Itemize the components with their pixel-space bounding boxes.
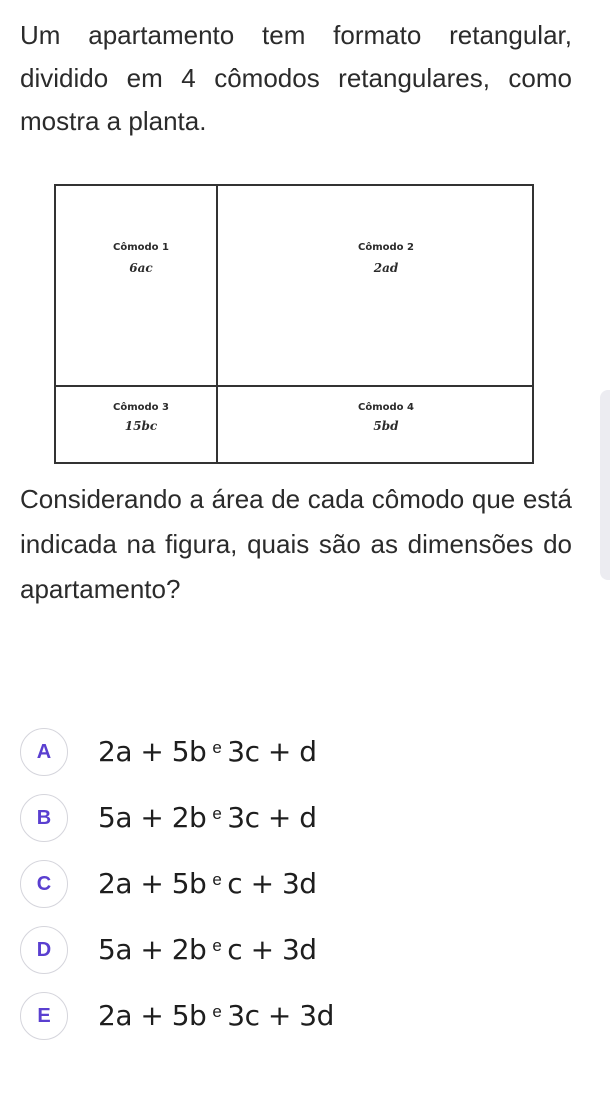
room-4 bbox=[326, 402, 446, 433]
option-b-letter[interactable]: B bbox=[20, 794, 68, 842]
room-3-area: 15bc bbox=[124, 419, 158, 433]
option-c-second: c + 3d bbox=[227, 867, 317, 900]
option-b-second: 3c + d bbox=[227, 801, 317, 834]
room-1-name: Cômodo 1 bbox=[113, 242, 169, 253]
room-2-area: 2ad bbox=[373, 261, 399, 275]
room-1-area: 6ac bbox=[129, 261, 153, 275]
option-d-conj: e bbox=[212, 936, 222, 955]
answer-options bbox=[20, 728, 580, 1058]
room-2 bbox=[326, 242, 446, 275]
option-e-text[interactable] bbox=[98, 996, 334, 1040]
option-b-first: 5a + 2b bbox=[98, 801, 207, 834]
floor-plan bbox=[54, 184, 534, 464]
room-3 bbox=[86, 402, 196, 433]
option-b[interactable] bbox=[20, 794, 580, 842]
option-c-first: 2a + 5b bbox=[98, 867, 207, 900]
question-text: Considerando a área de cada cômodo que está indicada na figura, quais são as dimensões do apartamento? bbox=[20, 484, 572, 604]
option-a-letter[interactable]: A bbox=[20, 728, 68, 776]
option-c-text[interactable] bbox=[98, 864, 317, 908]
option-c-letter[interactable]: C bbox=[20, 860, 68, 908]
option-a[interactable] bbox=[20, 728, 580, 776]
plan-vertical-divider bbox=[216, 186, 218, 462]
option-a-second: 3c + d bbox=[227, 735, 317, 768]
option-e-letter[interactable]: E bbox=[20, 992, 68, 1040]
option-a-text[interactable] bbox=[98, 732, 317, 776]
option-d-first: 5a + 2b bbox=[98, 933, 207, 966]
option-d-text[interactable] bbox=[98, 930, 317, 974]
room-4-name: Cômodo 4 bbox=[358, 402, 414, 413]
room-3-name: Cômodo 3 bbox=[113, 402, 169, 413]
room-2-name: Cômodo 2 bbox=[358, 242, 414, 253]
room-4-area: 5bd bbox=[373, 419, 399, 433]
question-stem: Um apartamento tem formato retangular, dividido em 4 cômodos retangulares, como mostra a planta. bbox=[20, 20, 572, 136]
option-d-second: c + 3d bbox=[227, 933, 317, 966]
option-d-letter[interactable]: D bbox=[20, 926, 68, 974]
option-d[interactable] bbox=[20, 926, 580, 974]
option-c[interactable] bbox=[20, 860, 580, 908]
option-e-second: 3c + 3d bbox=[227, 999, 334, 1032]
option-b-conj: e bbox=[212, 804, 222, 823]
option-b-text[interactable] bbox=[98, 798, 317, 842]
option-e-conj: e bbox=[212, 1002, 222, 1021]
room-1 bbox=[86, 242, 196, 275]
option-a-conj: e bbox=[212, 738, 222, 757]
option-e[interactable] bbox=[20, 992, 580, 1040]
side-panel-tab[interactable] bbox=[600, 390, 610, 580]
plan-horizontal-divider bbox=[56, 385, 532, 387]
option-c-conj: e bbox=[212, 870, 222, 889]
option-a-first: 2a + 5b bbox=[98, 735, 207, 768]
option-e-first: 2a + 5b bbox=[98, 999, 207, 1032]
